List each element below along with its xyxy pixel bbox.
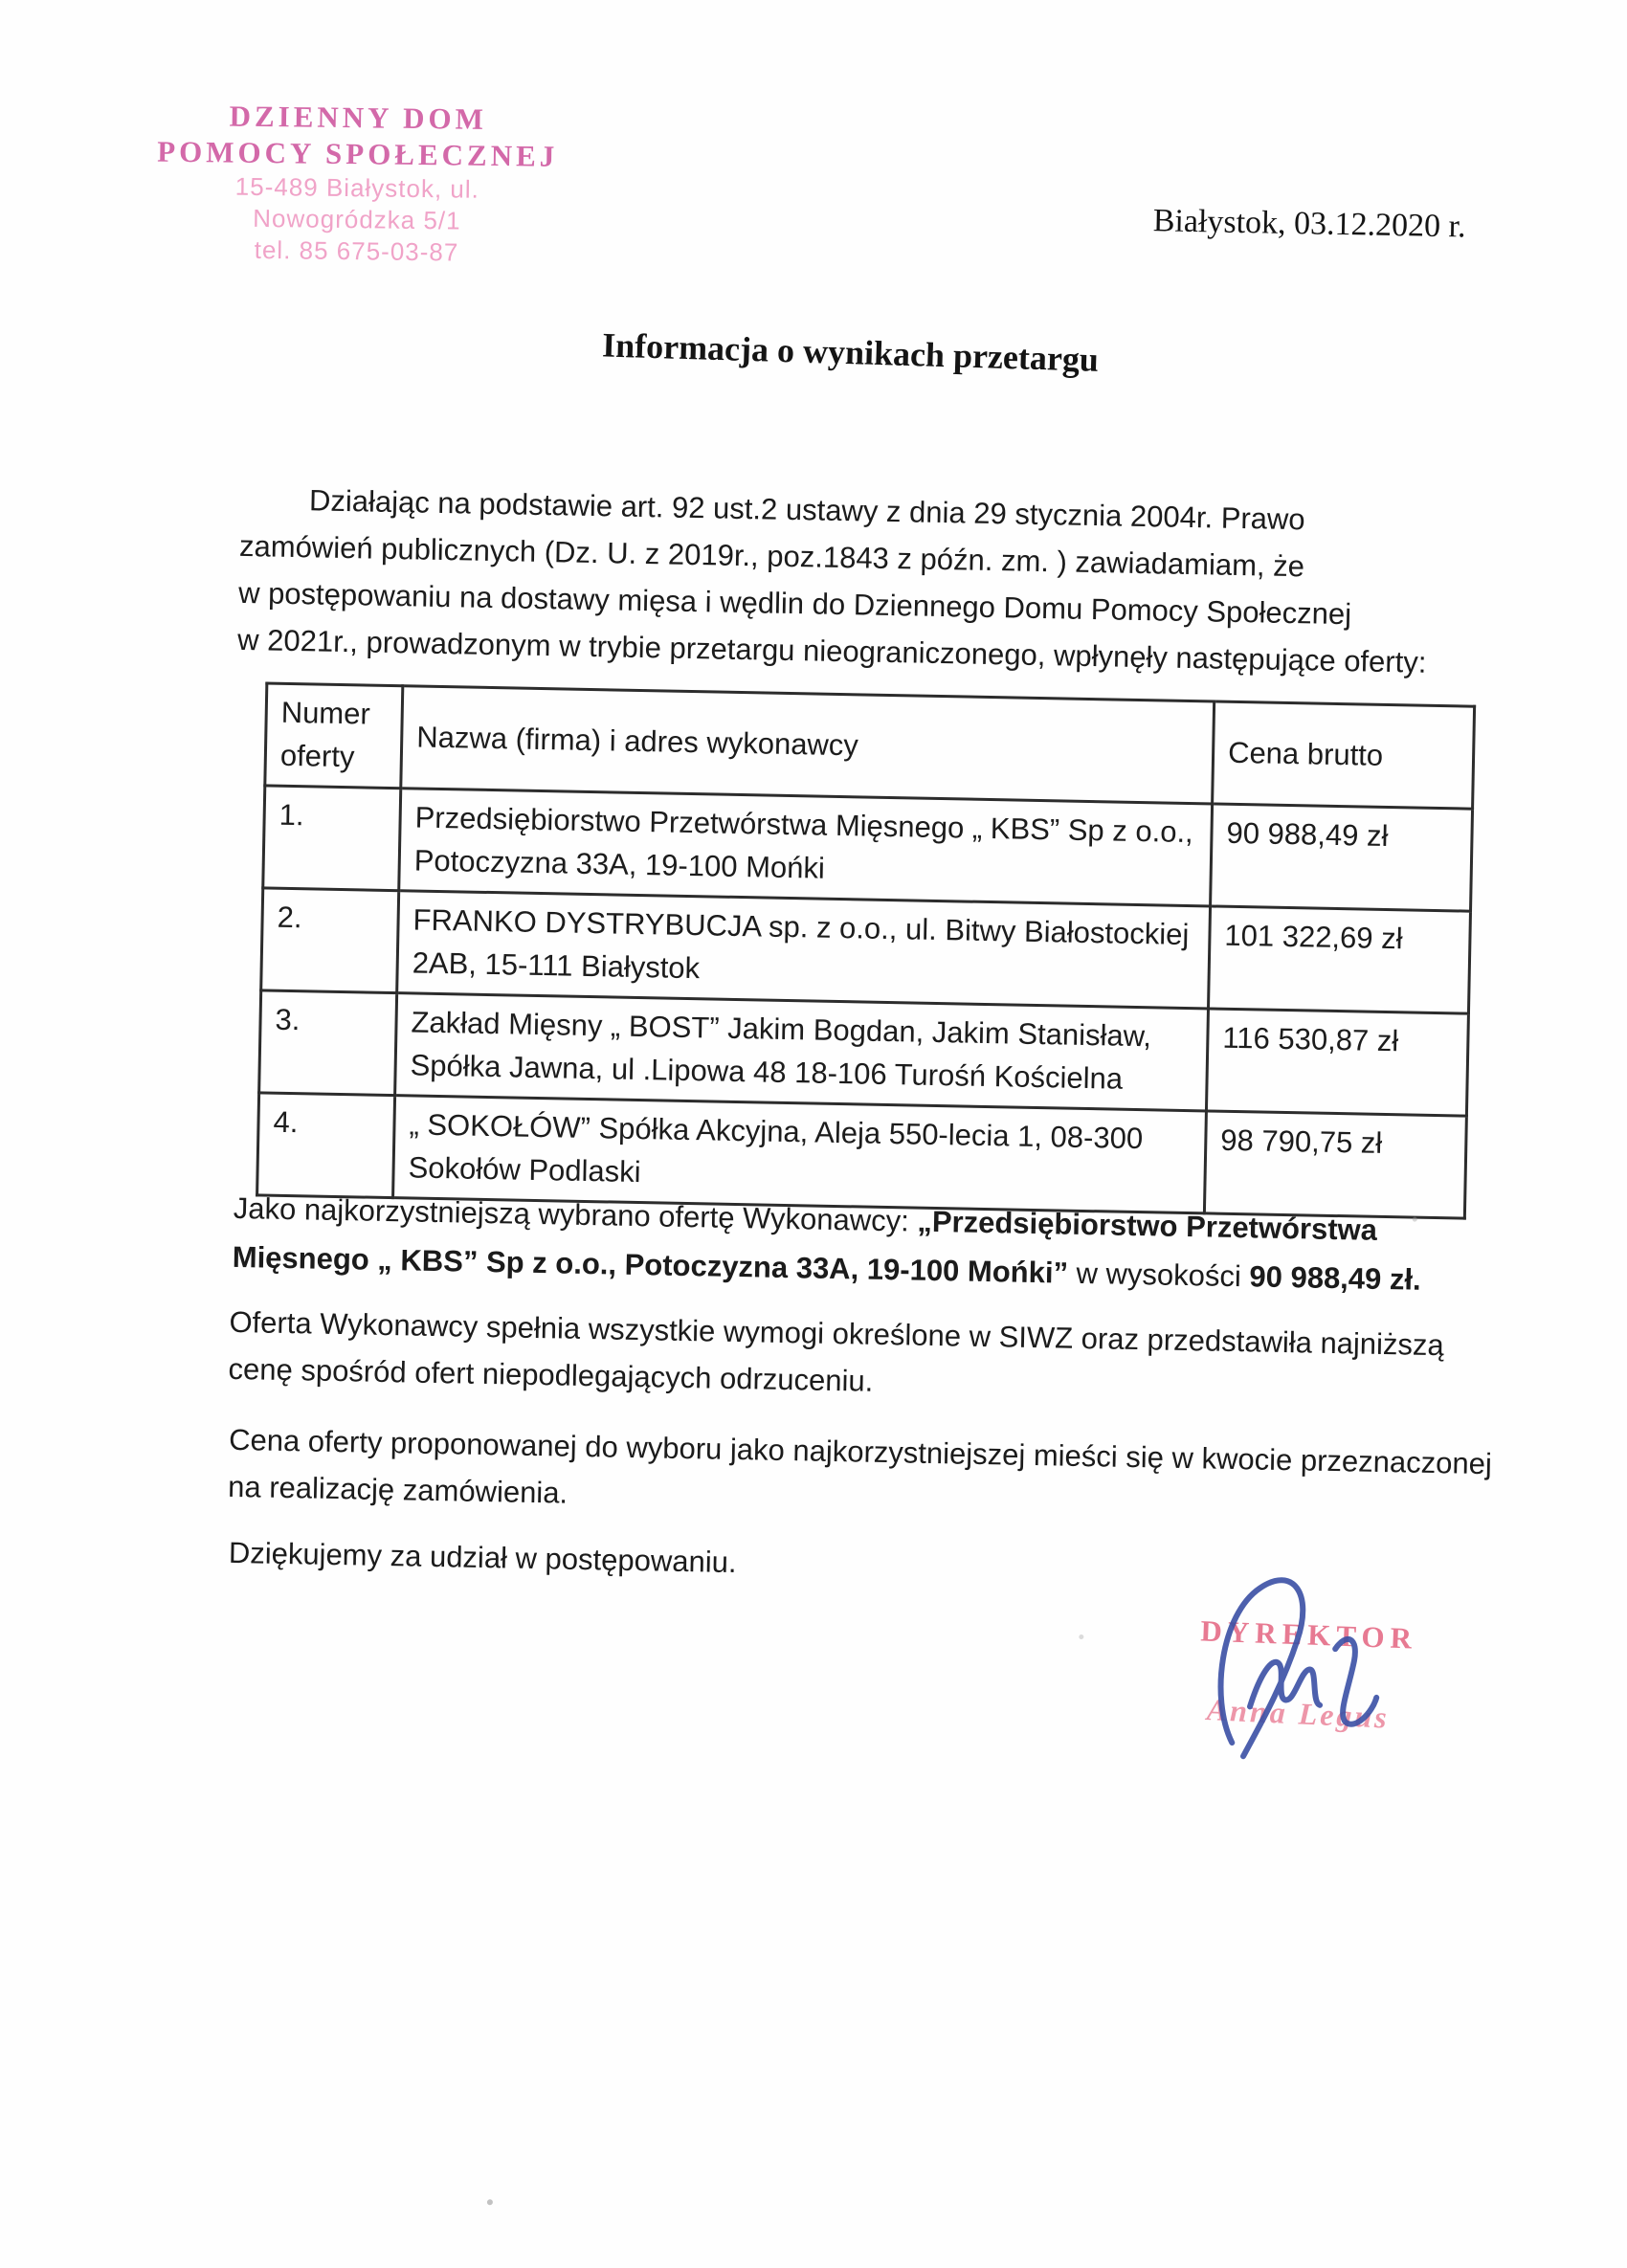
header-offer-number: Numer oferty bbox=[265, 683, 403, 789]
header-contractor-name: Nazwa (firma) i adres wykonawcy bbox=[401, 686, 1215, 804]
gross-price: 98 790,75 zł bbox=[1204, 1111, 1466, 1218]
offer-number: 1. bbox=[263, 786, 401, 891]
scan-artifact-dot bbox=[1413, 1217, 1417, 1222]
offer-number: 2. bbox=[261, 888, 399, 993]
stamp-org-address: 15-489 Białystok, ul. Nowogródzka 5/1 bbox=[234, 171, 480, 235]
intro-line: Działając na podstawie art. 92 ust.2 ustawy z dnia 29 stycznia 2004r. Prawo bbox=[308, 483, 1305, 537]
stamp-org-name-line2: POMOCY SPOŁECZNEJ bbox=[157, 134, 559, 173]
offer-number: 3. bbox=[259, 990, 397, 1096]
handwritten-signature bbox=[1162, 1554, 1435, 1789]
contractor-name: Przedsiębiorstwo Przetwórstwa Mięsnego „ KBS” Sp z o.o., Potoczyzna 33A, 19-100 Mońki bbox=[399, 789, 1213, 906]
director-role-stamp: DYREKTOR bbox=[1199, 1613, 1418, 1656]
organization-stamp bbox=[155, 98, 559, 270]
document-title: Informacja o wynikach przetargu bbox=[601, 325, 1100, 379]
intro-line: zamówień publicznych (Dz. U. z 2019r., poz.1843 z późn. zm. ) zawiadamiam, że bbox=[238, 528, 1305, 584]
intro-line: w 2021r., prowadzonym w trybie przetargu nieograniczonego, wpłynęły następujące oferty: bbox=[236, 622, 1427, 679]
gross-price: 116 530,87 zł bbox=[1206, 1009, 1468, 1116]
offers-table bbox=[256, 681, 1476, 1219]
award-price: 90 988,49 zł. bbox=[1249, 1259, 1422, 1297]
gross-price: 101 322,69 zł bbox=[1208, 906, 1470, 1013]
stamp-org-name-line1: DZIENNY DOM bbox=[229, 99, 488, 136]
thanks-paragraph: Dziękujemy za udział w postępowaniu. bbox=[228, 1535, 737, 1580]
gross-price: 90 988,49 zł bbox=[1211, 804, 1473, 911]
siwz-compliance-paragraph: Oferta Wykonawcy spełnia wszystkie wymogi określone w SIWZ oraz przedstawiła najniższą cenę spośród ofert niepodlegających odrzuceniu. bbox=[228, 1304, 1445, 1398]
scan-artifact-dot bbox=[1079, 1634, 1083, 1639]
award-prefix: Jako najkorzystniejszą wybrano ofertę Wykonawcy: bbox=[233, 1190, 918, 1238]
offer-number: 4. bbox=[257, 1093, 395, 1198]
stamp-org-phone: tel. 85 675-03-87 bbox=[254, 234, 459, 267]
award-middle: w wysokości bbox=[1067, 1256, 1250, 1294]
contractor-name: „ SOKOŁÓW” Spółka Akcyjna, Aleja 550-lecia 1, 08-300 Sokołów Podlaski bbox=[393, 1096, 1207, 1213]
award-winner-name: „Przedsiębiorstwo Przetwórstwa Mięsnego „ KBS” Sp z o.o., Potoczyzna 33A, 19-100 Mońki” bbox=[232, 1204, 1378, 1290]
intro-paragraph bbox=[237, 476, 1430, 686]
place-and-date: Białystok, 03.12.2020 r. bbox=[1152, 203, 1466, 245]
scan-artifact-dot bbox=[487, 2199, 493, 2205]
director-name-stamp: Anna Legus bbox=[1206, 1692, 1391, 1735]
contractor-name: FRANKO DYSTRYBUCJA sp. z o.o., ul. Bitwy Białostockiej 2AB, 15-111 Białystok bbox=[397, 891, 1211, 1009]
budget-paragraph: Cena oferty proponowanej do wyboru jako najkorzystniejszej mieści się w kwocie przeznaczonej na realizację zamówienia. bbox=[227, 1422, 1493, 1510]
intro-line: w postępowaniu na dostawy mięsa i wędlin do Dziennego Domu Pomocy Społecznej bbox=[237, 575, 1352, 632]
contractor-name: Zakład Mięsny „ BOST” Jakim Bogdan, Jakim Stanisław, Spółka Jawna, ul .Lipowa 48 18-106 Turośń Kościelna bbox=[395, 993, 1209, 1111]
header-gross-price: Cena brutto bbox=[1213, 701, 1475, 809]
